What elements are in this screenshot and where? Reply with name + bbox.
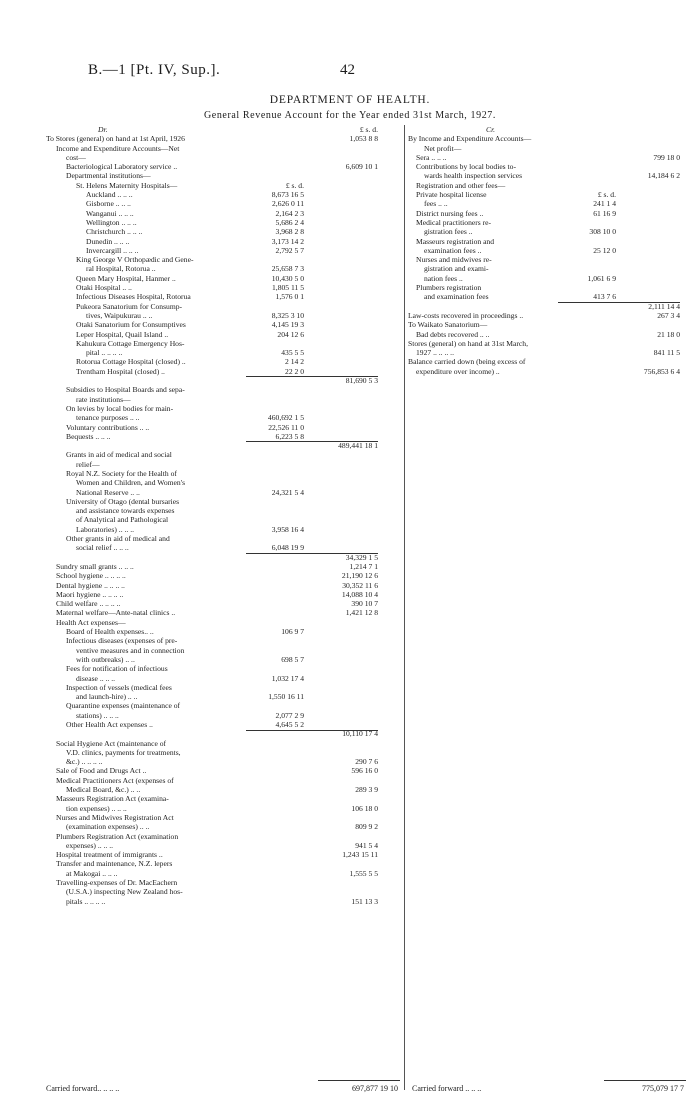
row-subamount: £ s. d. [597, 190, 616, 200]
debit-carried-forward-label: Carried forward.. .. .. .. [46, 1084, 120, 1093]
row-description: nation fees .. [424, 273, 463, 283]
account-title: General Revenue Account for the Year ended 31st March, 1927. [203, 110, 497, 121]
left-row [46, 776, 402, 785]
row-subamount: 1,032 17 4 [271, 673, 304, 683]
debit-side [46, 125, 402, 1030]
row-subamount: 2 14 2 [285, 357, 304, 367]
row-description: ventive measures and in connection [76, 645, 185, 655]
row-description: Health Act expenses— [56, 617, 126, 627]
row-amount: 596 16 0 [351, 766, 378, 776]
right-row [408, 209, 686, 218]
right-row [408, 199, 686, 208]
row-subamount: 4,645 5 2 [275, 720, 304, 729]
credit-carried-forward-total: 775,079 17 7 [642, 1084, 684, 1093]
right-row [408, 302, 686, 311]
row-amount: 21,190 12 6 [341, 571, 378, 581]
row-subamount: £ s. d. [285, 180, 304, 190]
right-row [408, 218, 686, 227]
right-row [408, 348, 686, 357]
row-description: St. Helens Maternity Hospitals— [76, 180, 178, 190]
row-description: To Waikato Sanatorium— [408, 320, 488, 330]
row-subamount: 698 5 7 [281, 654, 304, 664]
credit-total-rule [604, 1080, 686, 1081]
left-row [46, 320, 402, 329]
row-subamount: 413 7 6 [593, 292, 616, 302]
left-row [46, 739, 402, 748]
left-row [46, 674, 402, 683]
left-row [46, 794, 402, 803]
left-row [46, 822, 402, 831]
row-description: Auckland .. .. .. [86, 190, 133, 200]
row-subamount: 25 12 0 [593, 245, 616, 255]
left-row [46, 134, 402, 143]
credit-side [408, 125, 686, 1030]
row-description: rate institutions— [76, 394, 131, 404]
left-row [46, 478, 402, 487]
left-row [46, 488, 402, 497]
left-row [46, 218, 402, 227]
row-description: Women and Children, and Women's [76, 478, 186, 488]
row-subamount: 25,658 7 3 [271, 264, 304, 274]
row-amount: 1,243 15 11 [342, 850, 378, 860]
row-description: Net profit— [424, 143, 462, 153]
debit-total-rule [318, 1080, 400, 1081]
row-description: Laboratories) .. .. .. [76, 524, 134, 534]
row-description: relief— [76, 459, 100, 469]
left-row [46, 757, 402, 766]
left-row [46, 841, 402, 850]
row-amount: 941 5 4 [355, 840, 378, 850]
row-subamount: 3,173 14 2 [271, 236, 304, 246]
row-description: expenditure over income) .. [416, 366, 500, 376]
left-row [46, 664, 402, 673]
left-row [46, 813, 402, 822]
left-row [46, 227, 402, 236]
left-row [46, 190, 402, 199]
left-row [46, 581, 402, 590]
left-row [46, 367, 402, 376]
row-description: Masseurs registration and [416, 236, 495, 246]
row-description: at Makogai .. .. .. [66, 868, 118, 878]
right-row [408, 292, 686, 301]
left-row [46, 450, 402, 459]
row-amount: 34,329 1 5 [345, 552, 378, 562]
left-row [46, 515, 402, 524]
debit-rows [46, 134, 402, 906]
row-amount: 756,853 6 4 [643, 366, 680, 376]
left-row [46, 859, 402, 868]
left-row [46, 785, 402, 794]
row-description: To Stores (general) on hand at 1st April, 1926 [46, 134, 185, 144]
row-description: Contributions by local bodies to- [416, 162, 516, 172]
credit-header [408, 125, 686, 134]
left-row [46, 590, 402, 599]
row-description: Wanganui .. .. .. [86, 208, 134, 218]
right-row [408, 227, 686, 236]
row-description: University of Otago (dental bursaries [66, 496, 180, 506]
row-description: pital .. .. .. .. [86, 348, 123, 358]
row-description: Voluntary contributions .. .. [66, 422, 150, 432]
row-description: Registration and other fees— [416, 180, 506, 190]
row-description: Travelling-expenses of Dr. MacEachern [56, 878, 178, 888]
row-amount: 21 18 0 [657, 329, 680, 339]
row-description: &c.) .. .. .. .. [66, 757, 103, 767]
left-row [46, 608, 402, 617]
left-row [46, 274, 402, 283]
row-description: Nurses and Midwives Registration Act [56, 812, 174, 822]
row-description: Transfer and maintenance, N.Z. lepers [56, 859, 173, 869]
left-row [46, 683, 402, 692]
page-number: 42 [340, 62, 355, 78]
row-amount: 1,421 12 8 [345, 608, 378, 618]
row-description: and examination fees [424, 292, 489, 302]
debit-label: Dr. [98, 125, 108, 134]
row-description: gistration fees .. [424, 227, 473, 237]
row-subamount: 5,686 2 4 [275, 217, 304, 227]
row-amount: 289 3 9 [355, 785, 378, 795]
row-subamount: 460,692 1 5 [267, 413, 304, 423]
row-subamount: 2,792 5 7 [275, 245, 304, 255]
left-row [46, 469, 402, 478]
row-description: examination fees .. [424, 245, 482, 255]
row-amount: 390 10 7 [351, 599, 378, 609]
row-description: Fees for notification of infectious [66, 664, 168, 674]
row-description: Income and Expenditure Accounts—Net [56, 143, 180, 153]
right-row [408, 283, 686, 292]
row-amount: 14,088 10 4 [341, 589, 378, 599]
page-header [0, 62, 700, 82]
row-description: Plumbers Registration Act (examination [56, 831, 179, 841]
row-description: tives, Waipukurau .. .. [86, 310, 153, 320]
left-row [46, 711, 402, 720]
row-amount: 151 13 3 [351, 896, 378, 906]
row-subamount: 6,048 19 9 [271, 543, 304, 553]
right-row [408, 153, 686, 162]
left-row [46, 832, 402, 841]
left-row [46, 627, 402, 636]
right-row [408, 181, 686, 190]
right-row [408, 144, 686, 153]
row-amount: 10,110 17 4 [342, 729, 378, 739]
row-description: Leper Hospital, Quail Island .. [76, 329, 169, 339]
right-row [408, 162, 686, 171]
row-subamount: 1,061 6 9 [587, 273, 616, 283]
left-row [46, 646, 402, 655]
row-description: Bequests .. .. .. [66, 431, 111, 441]
left-row [46, 897, 402, 906]
row-amount: 1,214 7 1 [349, 561, 378, 571]
row-description: Law-costs recovered in proceedings .. [408, 310, 524, 320]
right-row [408, 357, 686, 366]
row-description: with outbreaks) .. .. [76, 654, 135, 664]
left-row [46, 339, 402, 348]
department-title: DEPARTMENT OF HEALTH. [269, 94, 431, 106]
left-row [46, 199, 402, 208]
row-subamount: 1,576 0 1 [275, 292, 304, 302]
row-description: Trentham Hospital (closed) .. [76, 366, 165, 376]
left-row [46, 153, 402, 162]
row-description: King George V Orthopædic and Gene- [76, 255, 194, 265]
left-row [46, 553, 402, 562]
row-description: Rotorua Cottage Hospital (closed) .. [76, 357, 186, 367]
row-description: cost— [66, 152, 86, 162]
row-description: On levies by local bodies for main- [66, 403, 174, 413]
row-description: wards health inspection services [424, 171, 523, 181]
row-subamount: 1,805 11 5 [272, 283, 304, 293]
row-amount: 81,690 5 3 [345, 376, 378, 386]
left-row [46, 162, 402, 171]
row-description: and assistance towards expenses [76, 506, 175, 516]
row-subamount: 3,968 2 8 [275, 227, 304, 237]
left-row [46, 571, 402, 580]
row-description: expenses) .. .. .. [66, 840, 114, 850]
row-description: (U.S.A.) inspecting New Zealand hos- [66, 887, 183, 897]
right-row [408, 255, 686, 264]
right-row [408, 190, 686, 199]
left-row [46, 720, 402, 729]
page-reference: B.—1 [Pt. IV, Sup.]. [88, 62, 221, 78]
row-description: (examination expenses) .. .. [66, 822, 150, 832]
row-amount: 106 18 0 [351, 803, 378, 813]
left-row [46, 850, 402, 859]
row-subamount: 10,430 5 0 [271, 273, 304, 283]
row-description: Wellington .. .. .. [86, 217, 137, 227]
row-amount: 809 9 2 [355, 822, 378, 832]
row-description: Subsidies to Hospital Boards and sepa- [66, 385, 185, 395]
row-subamount: 8,673 16 5 [271, 190, 304, 200]
row-description: Hospital treatment of immigrants .. [56, 850, 163, 860]
left-row [46, 887, 402, 896]
row-description: tenance purposes .. .. [76, 413, 140, 423]
left-row [46, 766, 402, 775]
row-description: Inspection of vessels (medical fees [66, 682, 172, 692]
row-subamount: 22 2 0 [285, 366, 304, 376]
row-description: Balance carried down (being excess of [408, 357, 526, 367]
row-description: School hygiene .. .. .. .. [56, 571, 126, 581]
row-description: Maternal welfare—Ante-natal clinics .. [56, 608, 176, 618]
row-amount: 1,053 8 8 [349, 134, 378, 144]
left-row [46, 423, 402, 432]
left-row [46, 869, 402, 878]
row-amount: 30,352 11 6 [342, 580, 378, 590]
row-description: Pukeora Sanatorium for Consump- [76, 301, 183, 311]
row-description: Bacteriological Laboratory service .. [66, 162, 178, 172]
row-subamount: 435 5 5 [281, 348, 304, 358]
row-description: fees .. .. [424, 199, 448, 209]
row-amount: 6,609 10 1 [345, 162, 378, 172]
row-description: of Analytical and Pathological [76, 515, 169, 525]
row-subamount: 24,321 5 4 [271, 487, 304, 497]
row-amount: 267 3 4 [657, 310, 680, 320]
row-subamount: 8,325 3 10 [271, 310, 304, 320]
row-description: Private hospital license [416, 190, 487, 200]
left-row [46, 413, 402, 422]
row-description: pitals .. .. .. .. [66, 896, 106, 906]
left-row [46, 636, 402, 645]
row-description: Infectious diseases (expenses of pre- [66, 636, 178, 646]
right-row [408, 264, 686, 273]
right-row [408, 339, 686, 348]
row-description: 1927 .. .. .. .. [416, 348, 454, 358]
left-row [46, 506, 402, 515]
left-row [46, 237, 402, 246]
row-subamount: 3,958 16 4 [271, 524, 304, 534]
left-row [46, 144, 402, 153]
debit-carried-forward-total: 697,877 19 10 [352, 1084, 398, 1093]
left-row [46, 460, 402, 469]
left-row [46, 395, 402, 404]
left-row [46, 302, 402, 311]
left-row [46, 246, 402, 255]
left-row [46, 543, 402, 552]
left-row [46, 209, 402, 218]
row-description: Otaki Sanatorium for Consumptives [76, 320, 186, 330]
row-amount: 290 7 6 [355, 757, 378, 767]
left-row [46, 655, 402, 664]
right-row [408, 237, 686, 246]
credit-label: Cr. [486, 125, 496, 134]
row-description: Dental hygiene .. .. .. .. [56, 580, 125, 590]
left-row [46, 441, 402, 450]
row-description: Medical practitioners re- [416, 217, 492, 227]
row-description: Grants in aid of medical and social [66, 450, 172, 460]
row-description: Maori hygiene .. .. .. .. [56, 589, 124, 599]
row-description: V.D. clinics, payments for treatments, [66, 747, 181, 757]
row-description: Sundry small grants .. .. .. [56, 561, 134, 571]
row-description: disease .. .. .. [76, 673, 116, 683]
row-description: By Income and Expenditure Accounts— [408, 134, 532, 144]
row-description: Stores (general) on hand at 31st March, [408, 338, 528, 348]
left-row [46, 599, 402, 608]
row-amount: 14,184 6 2 [647, 171, 680, 181]
debit-header [46, 125, 402, 134]
row-description: gistration and exami- [424, 264, 489, 274]
row-description: Christchurch .. .. .. [86, 227, 143, 237]
right-row [408, 171, 686, 180]
row-description: social relief .. .. .. [76, 543, 129, 553]
row-description: Social Hygiene Act (maintenance of [56, 738, 167, 748]
left-row [46, 878, 402, 887]
left-row [46, 525, 402, 534]
left-row [46, 618, 402, 627]
row-subamount: 2,164 2 3 [275, 208, 304, 218]
right-row [408, 367, 686, 376]
row-description: Nurses and midwives re- [416, 255, 492, 265]
left-row [46, 255, 402, 264]
row-amount: 489,441 18 1 [338, 441, 378, 451]
column-divider [404, 125, 405, 1090]
row-description: Sera .. .. .. [416, 152, 447, 162]
left-row [46, 385, 402, 394]
left-row [46, 701, 402, 710]
left-row [46, 562, 402, 571]
left-row [46, 348, 402, 357]
row-description: ral Hospital, Rotorua .. [86, 264, 156, 274]
row-description: District nursing fees .. [416, 208, 484, 218]
left-row [46, 171, 402, 180]
left-row [46, 311, 402, 320]
row-amount: 799 18 0 [653, 152, 680, 162]
row-subamount: 2,077 2 9 [275, 710, 304, 720]
left-row [46, 432, 402, 441]
row-description: Royal N.Z. Society for the Health of [66, 468, 177, 478]
row-description: Child welfare .. .. .. .. [56, 599, 121, 609]
row-description: Medical Board, &c.) .. .. [66, 785, 141, 795]
row-description: Bad debts recovered .. .. [416, 329, 490, 339]
row-description: Sale of Food and Drugs Act .. [56, 766, 147, 776]
left-row [46, 534, 402, 543]
row-subamount: 241 1 4 [593, 199, 616, 209]
left-row [46, 264, 402, 273]
left-row [46, 283, 402, 292]
row-amount: 1,555 5 5 [349, 868, 378, 878]
left-row [46, 748, 402, 757]
row-description: Dunedin .. .. .. [86, 236, 130, 246]
right-row [408, 134, 686, 143]
left-row [46, 804, 402, 813]
row-subamount: 61 16 9 [593, 208, 616, 218]
row-description: Otaki Hospital .. .. [76, 283, 132, 293]
row-description: Kahukura Cottage Emergency Hos- [76, 338, 185, 348]
right-row [408, 311, 686, 320]
debit-units: £ s. d. [359, 125, 378, 134]
row-description: Gisborne .. .. .. [86, 199, 131, 209]
row-description: Quarantine expenses (maintenance of [66, 701, 181, 711]
left-row [46, 330, 402, 339]
left-row [46, 357, 402, 366]
row-description: Board of Health expenses.. .. [66, 627, 154, 637]
row-subamount: 106 9 7 [281, 627, 304, 637]
row-amount: 841 11 5 [653, 348, 680, 358]
row-subamount: 22,526 11 0 [268, 422, 304, 432]
row-description: National Reserve .. .. [76, 487, 140, 497]
left-row [46, 404, 402, 413]
row-amount: 2,111 14 4 [648, 301, 680, 311]
row-description: Invercargill .. .. .. [86, 245, 139, 255]
left-row [46, 376, 402, 385]
row-description: Other Health Act expenses .. [66, 720, 153, 729]
right-row [408, 320, 686, 329]
left-row [46, 292, 402, 301]
row-description: Departmental institutions— [66, 171, 151, 181]
row-description: Other grants in aid of medical and [66, 534, 170, 544]
right-row [408, 274, 686, 283]
row-subamount: 4,145 19 3 [271, 320, 304, 330]
row-subamount: 204 12 6 [277, 329, 304, 339]
credit-carried-forward-label: Carried forward .. .. .. [412, 1084, 482, 1093]
row-description: stations) .. .. .. [76, 710, 119, 720]
row-subamount: 2,626 0 11 [272, 199, 304, 209]
row-description: Medical Practitioners Act (expenses of [56, 775, 174, 785]
row-description: Masseurs Registration Act (examina- [56, 794, 169, 804]
row-subamount: 1,550 16 11 [268, 692, 304, 702]
credit-rows [408, 134, 686, 376]
right-row [408, 246, 686, 255]
left-row [46, 729, 402, 738]
row-description: Infectious Diseases Hospital, Rotorua [76, 292, 191, 302]
row-description: Queen Mary Hospital, Hanmer .. [76, 273, 176, 283]
row-subamount: 6,223 5 8 [275, 431, 304, 441]
row-description: and launch-hire) .. .. [76, 692, 138, 702]
left-row [46, 181, 402, 190]
left-row [46, 497, 402, 506]
left-row [46, 692, 402, 701]
row-description: tion expenses) .. .. .. [66, 803, 127, 813]
row-subamount: 308 10 0 [589, 227, 616, 237]
right-row [408, 330, 686, 339]
row-description: Plumbers registration [416, 283, 482, 293]
